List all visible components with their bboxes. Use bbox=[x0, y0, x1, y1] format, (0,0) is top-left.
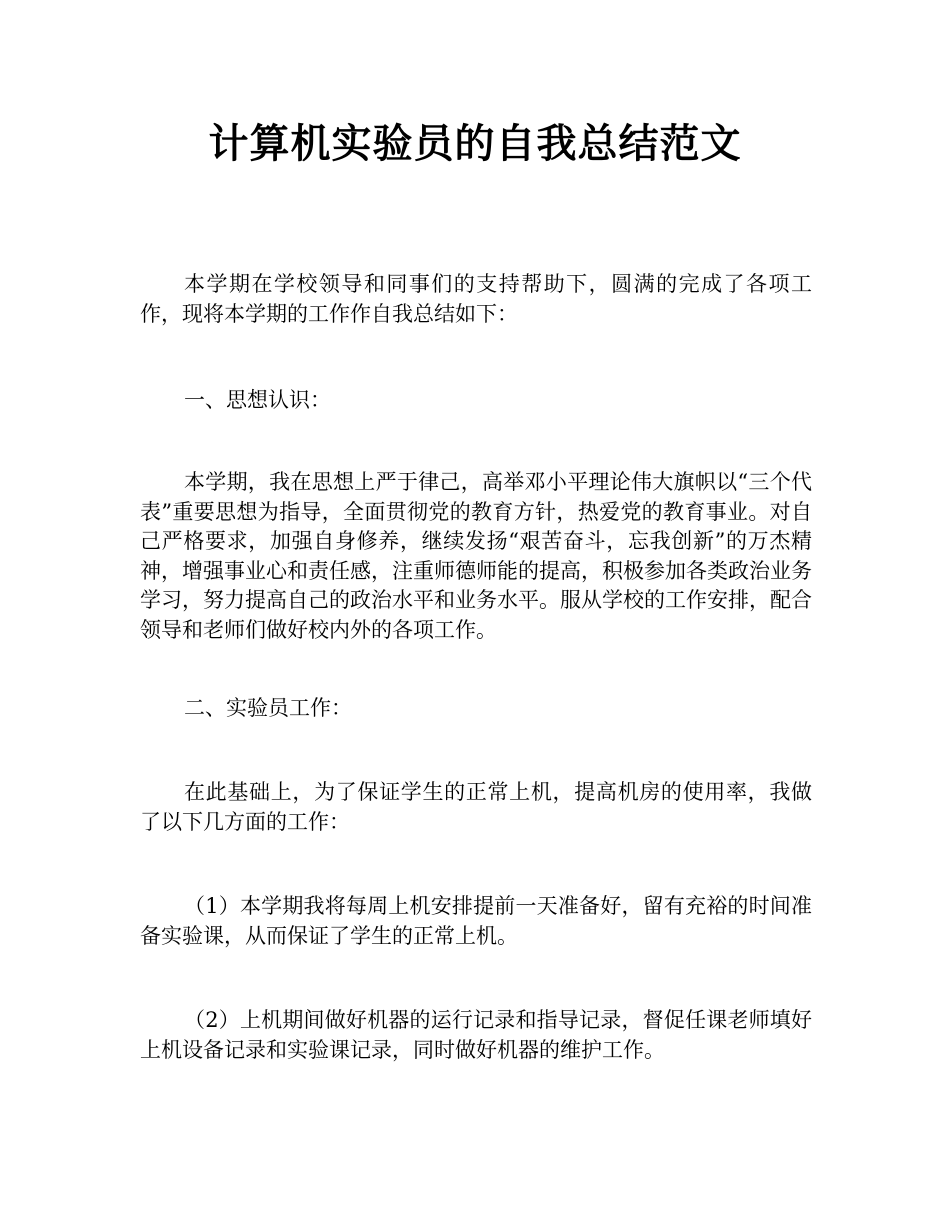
document-title: 计算机实验员的自我总结范文 bbox=[208, 120, 742, 167]
list-item-2: （2）上机期间做好机器的运行记录和指导记录，督促任课老师填好上机设备记录和实验课记录，同时做好机器的维护工作。 bbox=[140, 1008, 812, 1062]
list-item-1: （1）本学期我将每周上机安排提前一天准备好，留有充裕的时间准备实验课，从而保证了学生的正常上机。 bbox=[140, 894, 812, 948]
section-heading-thought: 一、思想认识： bbox=[184, 388, 331, 412]
section-heading-lab-work: 二、实验员工作： bbox=[184, 696, 352, 720]
intro-paragraph: 本学期在学校领导和同事们的支持帮助下，圆满的完成了各项工作，现将本学期的工作作自我总结如下： bbox=[140, 272, 812, 326]
section-body-thought: 本学期，我在思想上严于律己，高举邓小平理论伟大旗帜以“三个代表”重要思想为指导，全面贯彻党的教育方针，热爱党的教育事业。对自己严格要求，加强自身修养，继续发扬“艰苦奋斗，忘我创新”的万杰精神，增强事业心和责任感，注重师德师能的提高，积极参加各类政治业务学习，努力提高自己的政治水平和业务水平。服从学校的工作安排，配合领导和老师们做好校内外的各项工作。 bbox=[140, 470, 812, 642]
section-intro-lab-work: 在此基础上，为了保证学生的正常上机，提高机房的使用率，我做了以下几方面的工作： bbox=[140, 780, 812, 834]
